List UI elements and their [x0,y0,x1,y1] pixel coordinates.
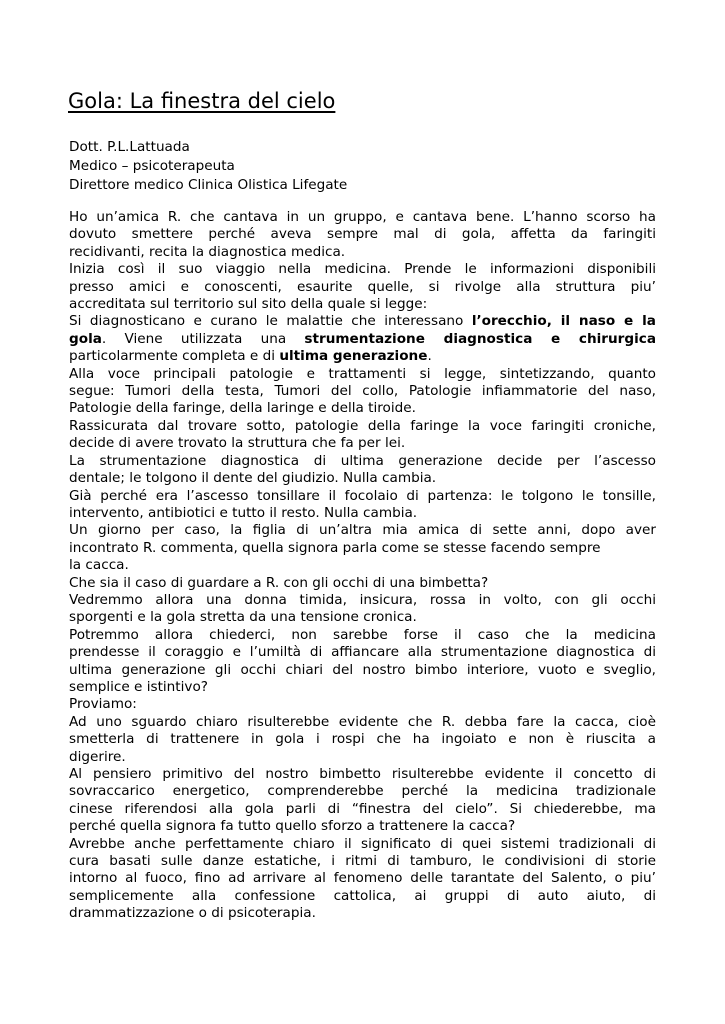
body-text: dovuto smettere perché aveva sempre mal di gola, affetta da faringiti [69,226,656,243]
body-text: intervento, antibiotici e tutto il resto. Nulla cambia. [69,504,418,521]
body-line [69,644,656,661]
body-line [69,766,656,783]
body-line [69,209,656,226]
author-block [69,138,659,195]
body-line [69,331,656,348]
body-line [69,435,656,452]
article-body [69,209,656,923]
body-line [69,470,656,487]
body-line [69,488,656,505]
body-text: Che sia il caso di guardare a R. con gli occhi di una bimbetta? [69,574,489,591]
body-text: intorno al fuoco, fino ad arrivare al fenomeno delle tarantate del Salento, o piu’ [69,870,656,887]
body-line [69,366,656,383]
body-line [69,522,656,539]
body-line [69,609,656,626]
body-line [69,870,656,887]
body-line [69,348,656,365]
body-text: Inizia così il suo viaggio nella medicina. Prende le informazioni disponibili [69,261,656,278]
body-text: semplicemente alla confessione cattolica, ai gruppi di auto aiuto, di [69,887,656,904]
bold-text: gola [69,330,102,347]
body-line [69,679,656,696]
body-text: Potremmo allora chiederci, non sarebbe forse il caso che la medicina [69,626,656,643]
body-text: digerire. [69,748,126,765]
body-line [69,888,656,905]
body-line [69,818,656,835]
body-text: Al pensiero primitivo del nostro bimbetto risulterebbe evidente il concetto di [69,766,656,782]
body-text: . [427,348,432,365]
body-text: particolarmente completa e di [69,348,280,365]
bold-text: l’orecchio, il naso e la [471,313,656,330]
body-line [69,453,656,470]
body-line [69,383,656,400]
body-text: dentale; le tolgono il dente del giudizio. Nulla cambia. [69,470,437,487]
body-text: presso amici e conoscenti, esaurite quelle, si rivolge alla struttura piu’ [69,278,656,295]
body-text: Patologie della faringe, della laringe e della tiroide. [69,400,416,417]
author-role: Medico – psicoterapeuta [69,158,235,174]
body-text: cura basati sulle danze estatiche, i ritmi di tamburo, le condivisioni di storie [69,853,656,870]
body-line [69,261,656,278]
body-text: Ho un’amica R. che cantava in un gruppo, e cantava bene. L’hanno scorso ha [69,209,656,225]
body-text: incontrato R. commenta, quella signora parla come se stesse facendo sempre [69,539,601,556]
author-position: Direttore medico Clinica Olistica Lifegate [69,177,348,193]
body-line [69,696,656,713]
body-text: sovraccarico energetico, comprenderebbe perché la medicina tradizionale [69,783,656,800]
body-text: cinese riferendosi alla gola parli di “finestra del cielo”. Si chiederebbe, ma [69,800,656,817]
bold-text: ultima generazione [279,348,428,365]
body-text: decide di avere trovato la struttura che fa per lei. [69,435,406,452]
body-line [69,714,656,731]
body-text: prendesse il coraggio e l’umiltà di affiancare alla strumentazione diagnostica di [69,644,656,661]
body-text: . Viene utilizzata una [101,330,305,347]
body-line [69,418,656,435]
body-line [69,244,656,261]
body-text: ultima generazione gli occhi chiari del nostro bimbo interiore, vuoto e sveglio, [69,661,656,678]
body-text: Rassicurata dal trovare sotto, patologie della faringe la voce faringiti croniche, [69,417,656,434]
body-text: la cacca. [69,557,129,574]
body-text: Già perché era l’ascesso tonsillare il focolaio di partenza: le tolgono le tonsille, [69,487,656,504]
body-text: Un giorno per caso, la figlia di un’altra mia amica di sette anni, dopo aver [69,522,656,539]
body-line [69,627,656,644]
body-line [69,505,656,522]
bold-text: strumentazione diagnostica e chirurgica [304,330,657,347]
body-line [69,731,656,748]
body-line [69,575,656,592]
body-line [69,783,656,800]
body-text: accreditata sul territorio sul sito della quale si legge: [69,296,428,313]
body-text: smetterla di trattenere in gola i rospi che ha ingoiato e non è riuscita a [69,731,656,748]
body-text: Si diagnosticano e curano le malattie che interessano [69,313,472,330]
body-line [69,801,656,818]
body-text: segue: Tumori della testa, Tumori del collo, Patologie infiammatorie del naso, [69,383,656,400]
body-line [69,400,656,417]
body-line [69,853,656,870]
body-line [69,279,656,296]
body-line [69,662,656,679]
body-text: Alla voce principali patologie e trattamenti si legge, sintetizzando, quanto [69,365,656,382]
body-line [69,592,656,609]
author-name: Dott. P.L.Lattuada [69,139,190,155]
body-text: perché quella signora fa tutto quello sforzo a trattenere la cacca? [69,818,516,835]
body-text: sporgenti e la gola stretta da una tensione cronica. [69,609,417,626]
body-text: Proviamo: [69,696,137,713]
body-text: La strumentazione diagnostica di ultima generazione decide per l’ascesso [69,452,656,469]
body-text: semplice e istintivo? [69,678,208,695]
body-line [69,540,656,557]
body-text: Ad uno sguardo chiaro risulterebbe evidente che R. debba fare la cacca, cioè [69,713,656,730]
body-text: drammatizzazione o di psicoterapia. [69,905,316,922]
body-line [69,226,656,243]
body-text: Vedremmo allora una donna timida, insicura, rossa in volto, con gli occhi [69,591,656,608]
body-text: Avrebbe anche perfettamente chiaro il significato di quei sistemi tradizionali di [69,835,656,852]
body-line [69,749,656,766]
body-line [69,557,656,574]
body-text: recidivanti, recita la diagnostica medica. [69,243,346,260]
body-line [69,905,656,922]
body-line [69,313,656,330]
body-line [69,296,656,313]
body-line [69,836,656,853]
document-title: Gola: La finestra del cielo [68,89,336,113]
